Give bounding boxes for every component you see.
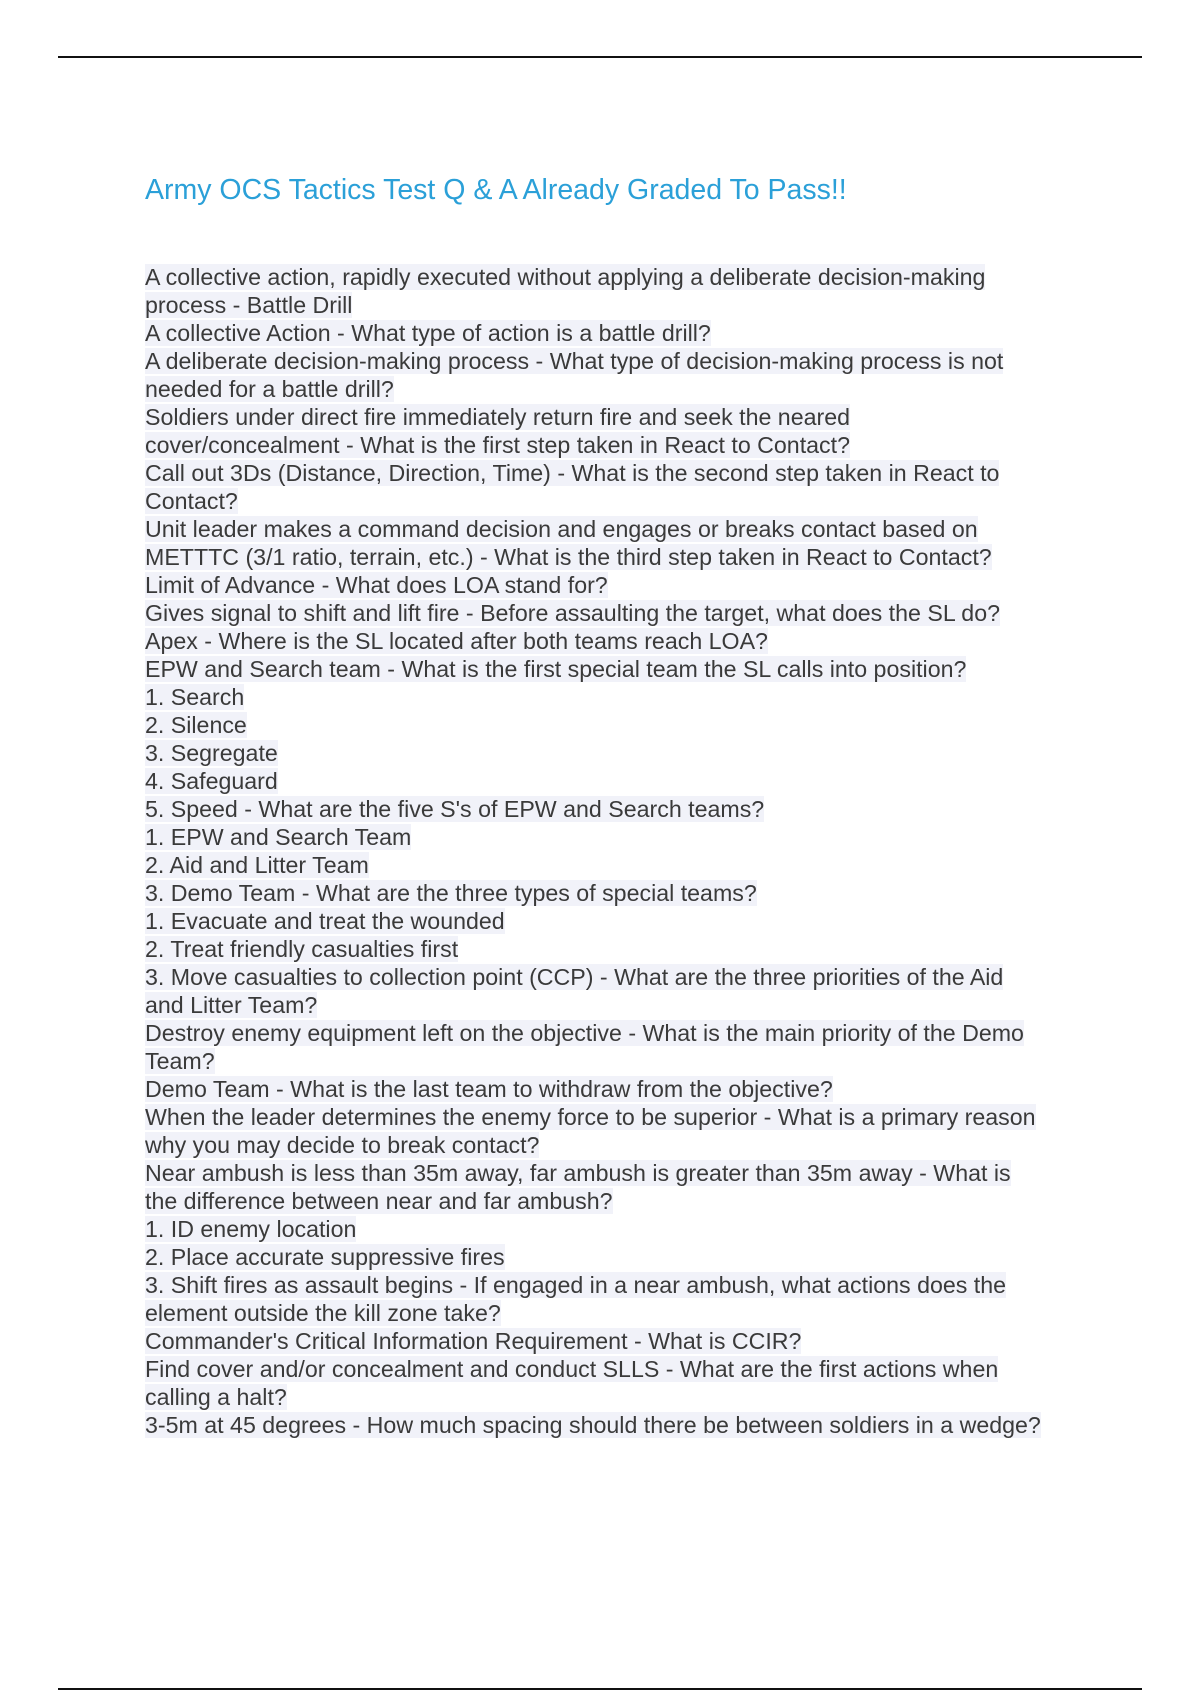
qa-line-text: and Litter Team? xyxy=(145,992,318,1018)
qa-line xyxy=(145,543,1105,571)
qa-line xyxy=(145,1271,1105,1299)
qa-line-text: 2. Treat friendly casualties first xyxy=(145,936,459,962)
qa-line xyxy=(145,935,1105,963)
qa-line-text: Gives signal to shift and lift fire - Before assaulting the target, what does the SL do? xyxy=(145,600,1000,626)
qa-line-text: 2. Silence xyxy=(145,712,247,738)
qa-line xyxy=(145,767,1105,795)
qa-line xyxy=(145,907,1105,935)
qa-line xyxy=(145,711,1105,739)
qa-line xyxy=(145,683,1105,711)
qa-line xyxy=(145,1383,1105,1411)
qa-line xyxy=(145,1103,1105,1131)
qa-line-text: the difference between near and far ambush? xyxy=(145,1188,613,1214)
qa-line-text: Contact? xyxy=(145,488,238,514)
qa-line xyxy=(145,263,1105,291)
qa-line-text: 3. Segregate xyxy=(145,740,278,766)
qa-line-text: Soldiers under direct fire immediately return fire and seek the neared xyxy=(145,404,850,430)
qa-line-text: 3-5m at 45 degrees - How much spacing should there be between soldiers in a wedge? xyxy=(145,1412,1041,1438)
qa-line-text: 1. Evacuate and treat the wounded xyxy=(145,908,505,934)
qa-line-text: Unit leader makes a command decision and engages or breaks contact based on xyxy=(145,516,978,542)
qa-line-text: calling a halt? xyxy=(145,1384,287,1410)
qa-line xyxy=(145,319,1105,347)
qa-line xyxy=(145,599,1105,627)
qa-line-text: A collective action, rapidly executed without applying a deliberate decision-making xyxy=(145,264,986,290)
qa-line-text: 4. Safeguard xyxy=(145,768,278,794)
qa-line-text: why you may decide to break contact? xyxy=(145,1132,540,1158)
qa-line-text: 2. Place accurate suppressive fires xyxy=(145,1244,505,1270)
qa-line xyxy=(145,991,1105,1019)
qa-line-text: 1. Search xyxy=(145,684,245,710)
qa-line xyxy=(145,1159,1105,1187)
qa-line-text: 1. ID enemy location xyxy=(145,1216,357,1242)
qa-line xyxy=(145,1075,1105,1103)
qa-line xyxy=(145,375,1105,403)
qa-line xyxy=(145,515,1105,543)
qa-line-text: 3. Shift fires as assault begins - If engaged in a near ambush, what actions does the xyxy=(145,1272,1007,1298)
qa-line xyxy=(145,347,1105,375)
qa-line xyxy=(145,963,1105,991)
qa-line-text: needed for a battle drill? xyxy=(145,376,394,402)
qa-line-text: 3. Move casualties to collection point (CCP) - What are the three priorities of the Aid xyxy=(145,964,1004,990)
qa-line-text: Demo Team - What is the last team to withdraw from the objective? xyxy=(145,1076,833,1102)
qa-line xyxy=(145,1299,1105,1327)
qa-line xyxy=(145,627,1105,655)
qa-line xyxy=(145,1019,1105,1047)
qa-line-text: element outside the kill zone take? xyxy=(145,1300,501,1326)
qa-line-text: Near ambush is less than 35m away, far ambush is greater than 35m away - What is xyxy=(145,1160,1011,1186)
qa-line xyxy=(145,879,1105,907)
qa-line-text: process - Battle Drill xyxy=(145,292,353,318)
qa-line xyxy=(145,1355,1105,1383)
qa-line-text: Limit of Advance - What does LOA stand for? xyxy=(145,572,608,598)
qa-line-text: Apex - Where is the SL located after both teams reach LOA? xyxy=(145,628,768,654)
qa-line-text: 5. Speed - What are the five S's of EPW and Search teams? xyxy=(145,796,765,822)
qa-line xyxy=(145,1047,1105,1075)
qa-line xyxy=(145,1243,1105,1271)
qa-line xyxy=(145,487,1105,515)
document-title: Army OCS Tactics Test Q & A Already Graded To Pass!! xyxy=(145,174,847,206)
qa-line xyxy=(145,823,1105,851)
qa-line xyxy=(145,1411,1105,1439)
qa-line xyxy=(145,571,1105,599)
qa-line-text: Call out 3Ds (Distance, Direction, Time) - What is the second step taken in React to xyxy=(145,460,1000,486)
qa-line-text: 2. Aid and Litter Team xyxy=(145,852,369,878)
qa-line-text: Find cover and/or concealment and conduct SLLS - What are the first actions when xyxy=(145,1356,999,1382)
qa-line-text: A deliberate decision-making process - What type of decision-making process is not xyxy=(145,348,1004,374)
qa-line-text: A collective Action - What type of action is a battle drill? xyxy=(145,320,711,346)
qa-line xyxy=(145,655,1105,683)
qa-line xyxy=(145,459,1105,487)
qa-line xyxy=(145,795,1105,823)
header-rule xyxy=(58,56,1142,58)
qa-line-text: METTTC (3/1 ratio, terrain, etc.) - What is the third step taken in React to Contact? xyxy=(145,544,992,570)
qa-line-text: cover/concealment - What is the first step taken in React to Contact? xyxy=(145,432,850,458)
qa-line-text: 3. Demo Team - What are the three types of special teams? xyxy=(145,880,757,906)
qa-line xyxy=(145,851,1105,879)
qa-line-text: 1. EPW and Search Team xyxy=(145,824,412,850)
footer-rule xyxy=(58,1688,1142,1690)
qa-line xyxy=(145,739,1105,767)
qa-line-text: Commander's Critical Information Requirement - What is CCIR? xyxy=(145,1328,802,1354)
qa-line-text: When the leader determines the enemy force to be superior - What is a primary reason xyxy=(145,1104,1036,1130)
qa-line-text: Team? xyxy=(145,1048,215,1074)
qa-line xyxy=(145,403,1105,431)
qa-line xyxy=(145,431,1105,459)
qa-line-text: Destroy enemy equipment left on the objective - What is the main priority of the Demo xyxy=(145,1020,1024,1046)
qa-line xyxy=(145,1215,1105,1243)
qa-content xyxy=(145,263,1105,1439)
qa-line xyxy=(145,1327,1105,1355)
qa-line xyxy=(145,1131,1105,1159)
qa-line-text: EPW and Search team - What is the first special team the SL calls into position? xyxy=(145,656,967,682)
qa-line xyxy=(145,1187,1105,1215)
qa-line xyxy=(145,291,1105,319)
